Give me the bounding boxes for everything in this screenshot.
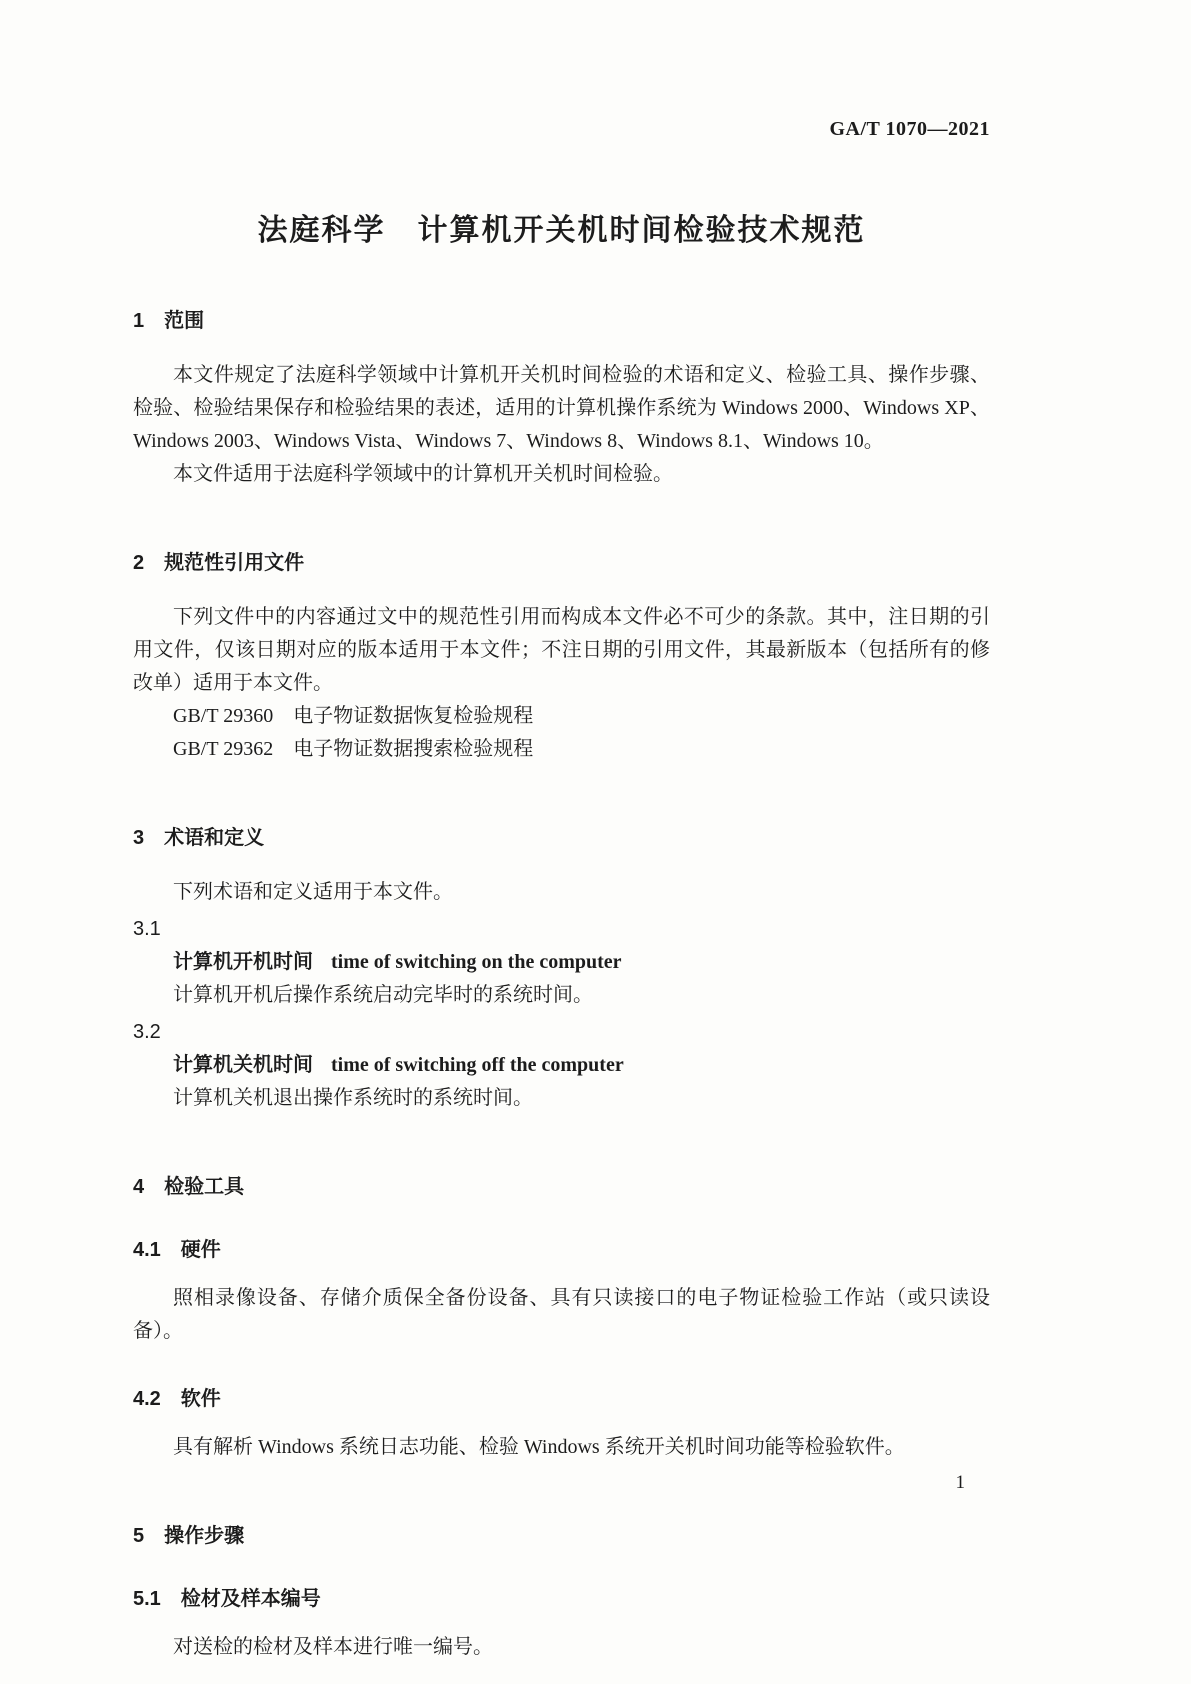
paragraph: 本文件适用于法庭科学领域中的计算机开关机时间检验。 xyxy=(173,463,673,485)
term-definition: 计算机关机退出操作系统时的系统时间。 xyxy=(173,1087,533,1109)
section-scope xyxy=(133,304,990,491)
document-number: GA/T 1070—2021 xyxy=(829,118,990,140)
subsection-heading-hardware: 4.1 硬件 xyxy=(133,1239,221,1261)
paragraph: 对送检的检材及样本进行唯一编号。 xyxy=(173,1636,493,1658)
reference-entry: GB/T 29360 电子物证数据恢复检验规程 xyxy=(173,705,534,727)
term-english: time of switching off the computer xyxy=(331,1054,624,1076)
term-entry xyxy=(133,946,990,979)
document-title: 法庭科学 计算机开关机时间检验技术规范 xyxy=(257,214,866,247)
subsection-heading-numbering: 5.1 检材及样本编号 xyxy=(133,1588,321,1610)
term-chinese: 计算机关机时间 xyxy=(173,1054,313,1076)
section-examination-tools xyxy=(133,1170,990,1464)
subsection-heading-software: 4.2 软件 xyxy=(133,1388,221,1410)
paragraph: 下列文件中的内容通过文中的规范性引用而构成本文件必不可少的条款。其中，注日期的引用文件，仅该日期对应的版本适用于本文件；不注日期的引用文件，其最新版本（包括所有的修改单）适用于本文件。 xyxy=(133,606,990,694)
section-heading-normative-references: 2 规范性引用文件 xyxy=(133,552,305,574)
term-entry xyxy=(133,1049,990,1082)
section-heading-procedure: 5 操作步骤 xyxy=(133,1525,245,1547)
paragraph: 本文件规定了法庭科学领域中计算机开关机时间检验的术语和定义、检验工具、操作步骤、检验、检验结果保存和检验结果的表述，适用的计算机操作系统为 Windows 2000、Windows XP、Windows 2003、Windows Vista、Windows 7、Windows 8、Windows 8.1、Windows 10。 xyxy=(133,364,990,452)
paragraph: 具有解析 Windows 系统日志功能、检验 Windows 系统开关机时间功能等检验软件。 xyxy=(173,1436,905,1458)
paragraph: 照相录像设备、存储介质保全备份设备、具有只读接口的电子物证检验工作站（或只读设备）。 xyxy=(133,1287,990,1342)
term-english: time of switching on the computer xyxy=(331,951,622,973)
term-definition: 计算机开机后操作系统启动完毕时的系统时间。 xyxy=(173,984,593,1006)
section-heading-scope: 1 范围 xyxy=(133,310,205,332)
reference-entry: GB/T 29362 电子物证数据搜索检验规程 xyxy=(173,738,534,760)
section-heading-tools: 4 检验工具 xyxy=(133,1176,245,1198)
paragraph: 下列术语和定义适用于本文件。 xyxy=(173,881,453,903)
section-terms-definitions xyxy=(133,821,990,1115)
term-number: 3.1 xyxy=(133,918,161,940)
section-procedure xyxy=(133,1519,990,1664)
section-heading-terms: 3 术语和定义 xyxy=(133,827,265,849)
page-number: 1 xyxy=(955,1472,965,1493)
section-normative-references xyxy=(133,546,990,766)
term-chinese: 计算机开机时间 xyxy=(173,951,313,973)
term-number: 3.2 xyxy=(133,1021,161,1043)
